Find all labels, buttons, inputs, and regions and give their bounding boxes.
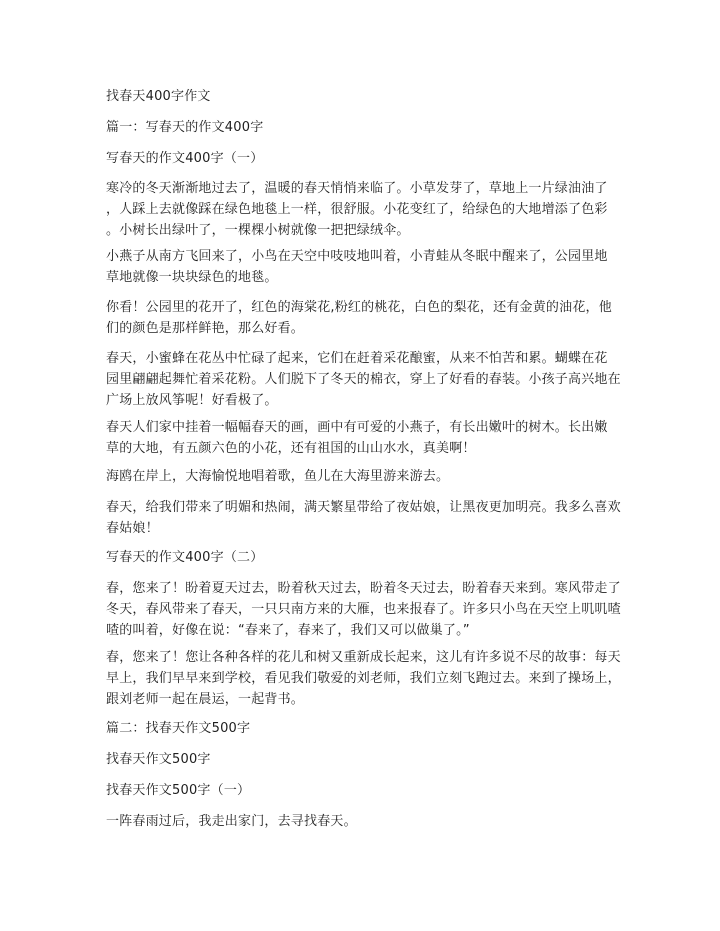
paragraph-line: 早上，我们早早来到学校，看见我们敬爱的刘老师，我们立刻飞跑过去。来到了操场上，	[106, 671, 621, 686]
paragraph-line: 一阵春雨过后，我走出家门，去寻找春天。	[106, 814, 357, 829]
paragraph-line: 喳的叫着，好像在说：“春来了，春来了，我们又可以做巢了。”	[106, 623, 470, 638]
section1-heading: 篇一：写春天的作文400字	[106, 120, 264, 135]
document-title: 找春天400字作文	[106, 89, 211, 104]
paragraph-line: 广场上放风筝呢！好看极了。	[106, 393, 278, 408]
paragraph-line: 春，您来了！盼着夏天过去，盼着秋天过去，盼着冬天过去，盼着春天来到。寒风带走了	[106, 581, 621, 596]
paragraph-line: 春，您来了！您让各种各样的花儿和树又重新成长起来，这儿有许多说不尽的故事：每天	[106, 650, 621, 665]
paragraph-line: 园里翩翩起舞忙着采花粉。人们脱下了冬天的棉衣，穿上了好看的春装。小孩子高兴地在	[106, 372, 621, 387]
paragraph-line: 草地就像一块块绿色的地毯。	[106, 270, 278, 285]
section2-subheading-1: 找春天作文500字（一）	[106, 783, 251, 798]
paragraph-line: 海鸥在岸上，大海愉悦地唱着歌，鱼儿在大海里游来游去。	[106, 469, 450, 484]
paragraph-line: 小燕子从南方飞回来了，小鸟在天空中吱吱地叫着，小青蛙从冬眠中醒来了，公园里地	[106, 249, 608, 264]
section1-subheading-2: 写春天的作文400字（二）	[106, 550, 264, 565]
paragraph-line: 你看！公园里的花开了，红色的海棠花,粉红的桃花，白色的梨花，还有金黄的油花，他	[106, 300, 612, 315]
paragraph-line: 冬天，春风带来了春天，一只只南方来的大雁，也来报春了。许多只小鸟在天空上叽叽喳	[106, 602, 621, 617]
paragraph-line: 跟刘老师一起在晨运，一起背书。	[106, 692, 305, 707]
section1-subheading-1: 写春天的作文400字（一）	[106, 151, 264, 166]
paragraph-line: 春姑娘！	[106, 521, 159, 536]
paragraph-line: 春天，给我们带来了明媚和热闹，满天繁星带给了夜姑娘，让黑夜更加明亮。我多么喜欢	[106, 500, 621, 515]
paragraph-line: 。小树长出绿叶了，一棵棵小树就像一把把绿绒伞。	[106, 223, 410, 238]
paragraph-line: 草的大地，有五颜六色的小花，还有祖国的山山水水，真美啊！	[106, 441, 476, 456]
paragraph-line: ，人踩上去就像踩在绿色地毯上一样，很舒服。小花变红了，给绿色的大地增添了色彩	[106, 202, 608, 217]
paragraph-line: 春天人们家中挂着一幅幅春天的画，画中有可爱的小燕子，有长出嫩叶的树木。长出嫩	[106, 420, 608, 435]
section2-title: 找春天作文500字	[106, 752, 211, 767]
section2-heading: 篇二：找春天作文500字	[106, 721, 251, 736]
paragraph-line: 春天，小蜜蜂在花丛中忙碌了起来，它们在赶着采花酿蜜，从来不怕苦和累。蝴蝶在花	[106, 351, 608, 366]
paragraph-line: 寒冷的冬天渐渐地过去了，温暖的春天悄悄来临了。小草发芽了，草地上一片绿油油了	[106, 181, 608, 196]
paragraph-line: 们的颜色是那样鲜艳，那么好看。	[106, 321, 305, 336]
